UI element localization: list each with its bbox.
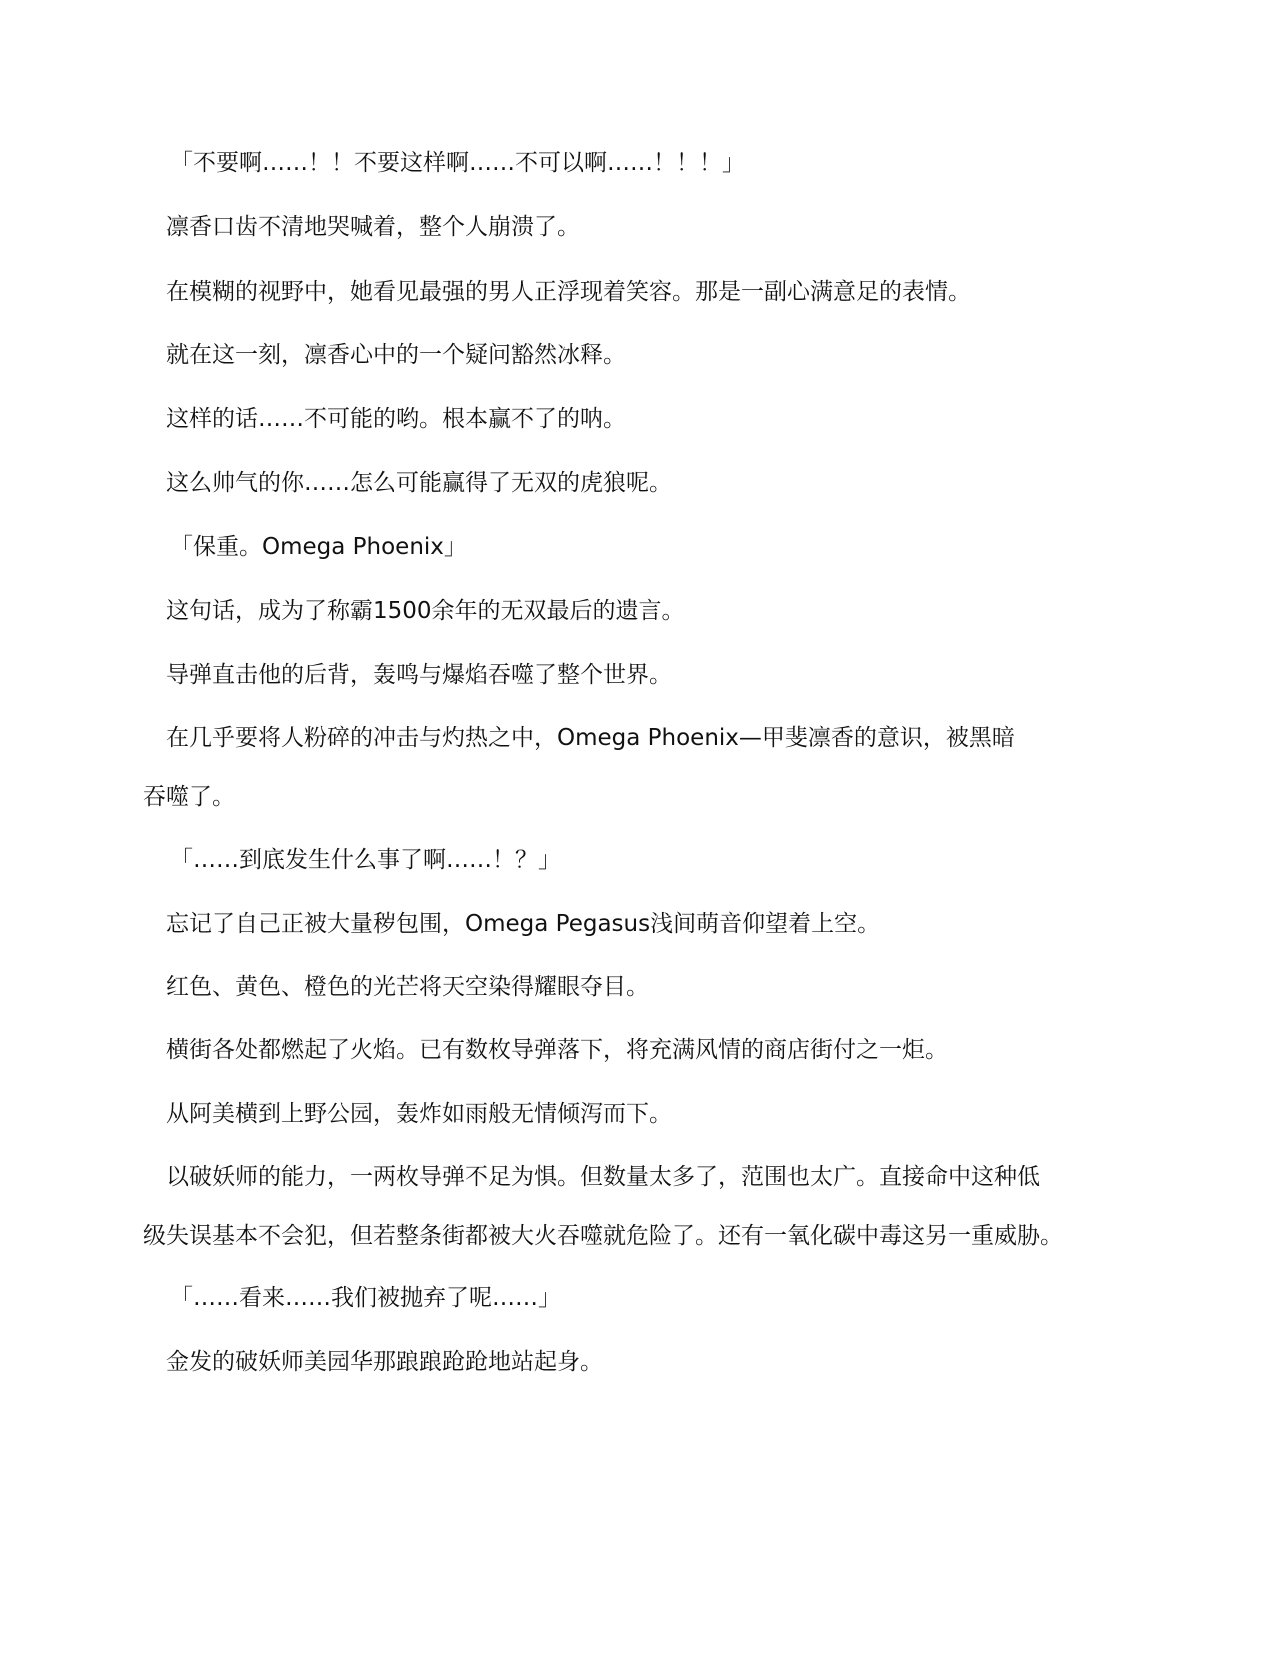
- paragraph-line: 这句话，成为了称霸1500余年的无双最后的遗言。: [166, 598, 685, 624]
- paragraph-line: 红色、黄色、橙色的光芒将天空染得耀眼夺目。: [166, 974, 649, 1000]
- paragraph-line: 以破妖师的能力，一两枚导弹不足为惧。但数量太多了，范围也太广。直接命中这种低: [166, 1164, 1040, 1190]
- paragraph-line: 就在这一刻，凛香心中的一个疑问豁然冰释。: [166, 342, 626, 368]
- paragraph-line: 金发的破妖师美园华那踉踉跄跄地站起身。: [166, 1349, 603, 1375]
- paragraph-line: 这样的话……不可能的哟。根本赢不了的呐。: [166, 406, 626, 432]
- paragraph-line: 在几乎要将人粉碎的冲击与灼热之中，Omega Phoenix—甲斐凛香的意识，被黑暗: [166, 725, 1015, 751]
- paragraph-line: 导弹直击他的后背，轰鸣与爆焰吞噬了整个世界。: [166, 662, 672, 688]
- dialogue-line: 「……到底发生什么事了啊……！？」: [170, 847, 561, 873]
- paragraph-line: 凛香口齿不清地哭喊着，整个人崩溃了。: [166, 214, 580, 240]
- dialogue-line: 「……看来……我们被抛弃了呢……」: [170, 1285, 561, 1311]
- paragraph-line: 忘记了自己正被大量秽包围，Omega Pegasus浅间萌音仰望着上空。: [166, 911, 881, 937]
- dialogue-line: 「不要啊……！！不要这样啊……不可以啊……！！！」: [170, 150, 745, 176]
- dialogue-line: 「保重。Omega Phoenix」: [170, 534, 467, 560]
- paragraph-line: 在模糊的视野中，她看见最强的男人正浮现着笑容。那是一副心满意足的表情。: [166, 279, 971, 305]
- paragraph-line: 从阿美横到上野公园，轰炸如雨般无情倾泻而下。: [166, 1101, 672, 1127]
- paragraph-line-continued: 吞噬了。: [143, 784, 235, 810]
- paragraph-line: 横街各处都燃起了火焰。已有数枚导弹落下，将充满风情的商店街付之一炬。: [166, 1037, 948, 1063]
- paragraph-line: 这么帅气的你……怎么可能赢得了无双的虎狼呢。: [166, 470, 672, 496]
- paragraph-line-continued: 级失误基本不会犯，但若整条街都被大火吞噬就危险了。还有一氧化碳中毒这另一重威胁。: [143, 1223, 1063, 1249]
